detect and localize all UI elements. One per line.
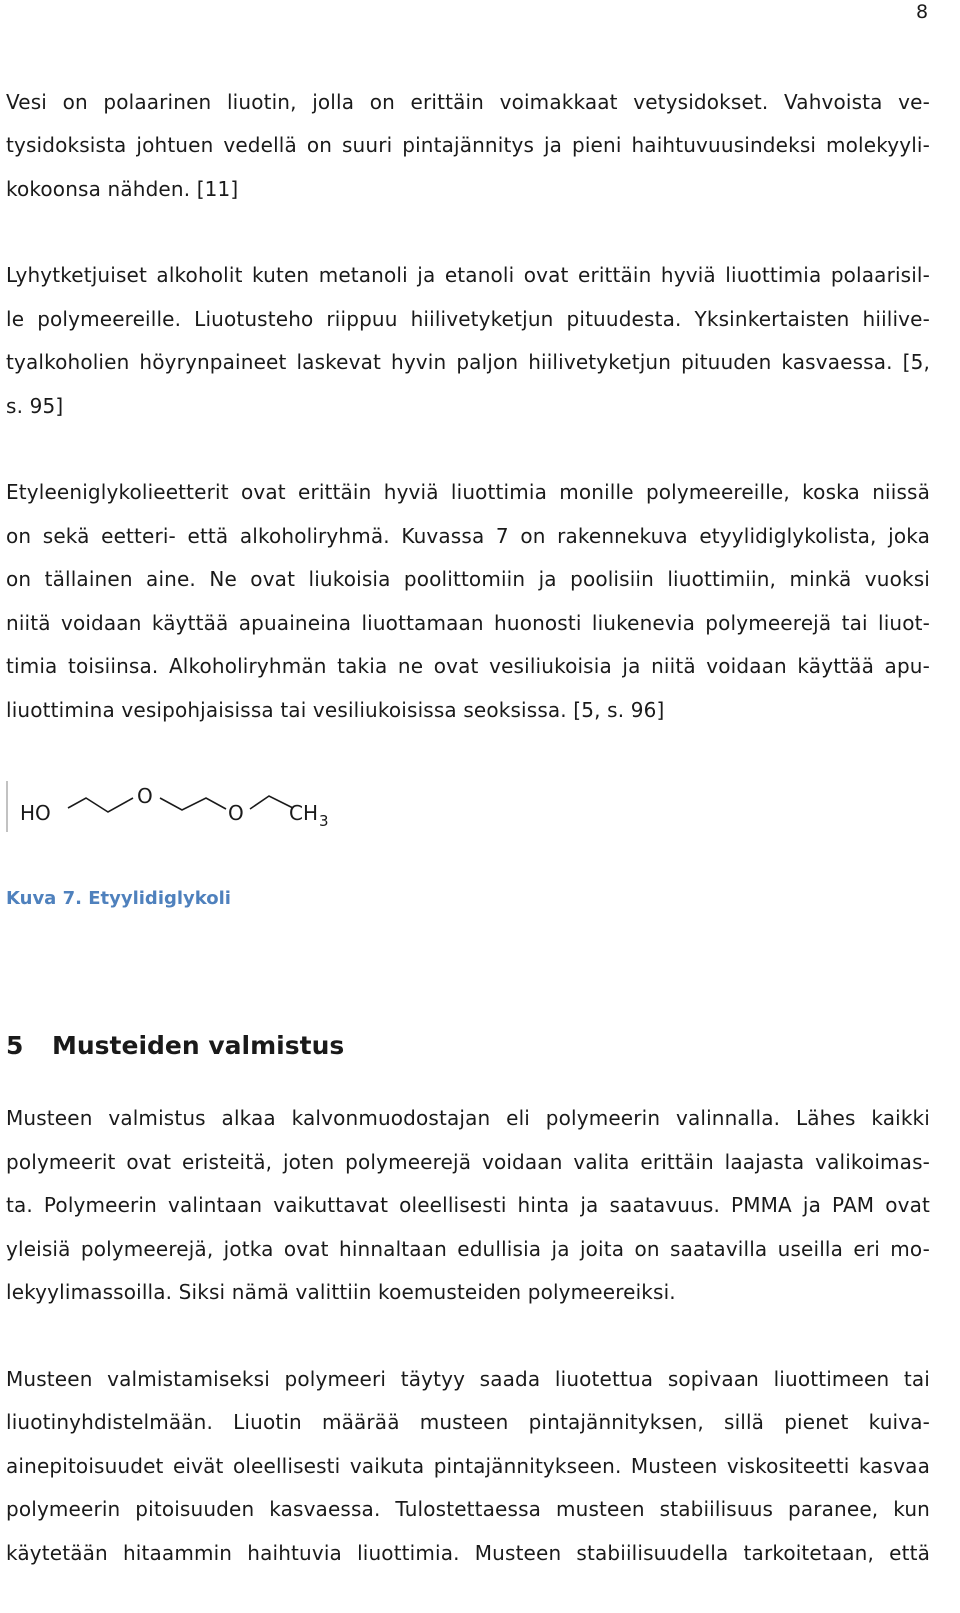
molecule-structure-image	[6, 778, 346, 840]
text-line: polymeerin pitoisuuden kasvaessa. Tulostettaessa musteen stabiilisuus paranee, kun	[6, 1497, 930, 1521]
figure-caption: Kuva 7. Etyylidiglykoli	[6, 888, 231, 909]
text-line: niitä voidaan käyttää apuaineina liuottamaan huonosti liukenevia polymeerejä tai liuot-	[6, 611, 930, 635]
methyl-label: CH	[289, 801, 319, 825]
text-line: liuottimina vesipohjaisissa tai vesiliukoisissa seoksissa. [5, s. 96]	[6, 698, 665, 722]
text-line: ainepitoisuudet eivät oleellisesti vaikuta pintajännitykseen. Musteen viskositeetti kasvaa	[6, 1454, 930, 1478]
text-line: on tällainen aine. Ne ovat liukoisia poolittomiin ja poolisiin liuottimiin, minkä vuoksi	[6, 567, 930, 591]
text-line: liuotinyhdistelmään. Liuotin määrää musteen pintajännityksen, sillä pienet kuiva-	[6, 1410, 930, 1434]
text-line: tysidoksista johtuen vedellä on suuri pintajännitys ja pieni haihtuvuusindeksi molekyyli-	[6, 133, 930, 157]
ether-oxygen-label: O	[137, 784, 153, 808]
methyl-subscript: 3	[319, 812, 329, 830]
text-line: tyalkoholien höyrynpaineet laskevat hyvin paljon hiilivetyketjun pituuden kasvaessa. [5,	[6, 350, 930, 374]
text-line: Lyhytketjuiset alkoholit kuten metanoli ja etanoli ovat erittäin hyviä liuottimia polaarisil-	[6, 263, 930, 287]
bond-lines	[68, 796, 293, 812]
text-line: polymeerit ovat eristeitä, joten polymeerejä voidaan valita erittäin laajasta valikoimas-	[6, 1150, 930, 1174]
section-number: 5	[6, 1031, 24, 1060]
text-line: lekyylimassoilla. Siksi nämä valittiin koemusteiden polymeereiksi.	[6, 1280, 676, 1304]
text-line: s. 95]	[6, 394, 64, 418]
section-title: Musteiden valmistus	[52, 1031, 345, 1060]
text-line: timia toisiinsa. Alkoholiryhmän takia ne ovat vesiliukoisia ja niitä voidaan käyttää apu-	[6, 654, 930, 678]
text-line: käytetään hitaammin haihtuvia liuottimia. Musteen stabiilisuudella tarkoitetaan, että	[6, 1541, 930, 1565]
text-line: ta. Polymeerin valintaan vaikuttavat oleellisesti hinta ja saatavuus. PMMA ja PAM ovat	[6, 1193, 930, 1217]
text-line: kokoonsa nähden. [11]	[6, 177, 239, 201]
page-number: 8	[916, 1, 929, 23]
text-line: le polymeereille. Liuotusteho riippuu hiilivetyketjun pituudesta. Yksinkertaisten hiilive-	[6, 307, 930, 331]
text-line: Musteen valmistus alkaa kalvonmuodostajan eli polymeerin valinnalla. Lähes kaikki	[6, 1106, 930, 1130]
text-line: on sekä eetteri- että alkoholiryhmä. Kuvassa 7 on rakennekuva etyylidiglykolista, joka	[6, 524, 930, 548]
ether-oxygen-label: O	[228, 801, 244, 825]
text-line: Etyleeniglykolieetterit ovat erittäin hyviä liuottimia monille polymeereille, koska niissä	[6, 480, 930, 504]
text-line: Vesi on polaarinen liuotin, jolla on erittäin voimakkaat vetysidokset. Vahvoista ve-	[6, 90, 930, 114]
section-heading	[6, 1030, 344, 1062]
text-line: Musteen valmistamiseksi polymeeri täytyy saada liuotettua sopivaan liuottimeen tai	[6, 1367, 930, 1391]
hydroxyl-label: HO	[20, 801, 51, 825]
text-line: yleisiä polymeerejä, jotka ovat hinnaltaan edullisia ja joita on saatavilla useilla eri mo-	[6, 1237, 930, 1261]
